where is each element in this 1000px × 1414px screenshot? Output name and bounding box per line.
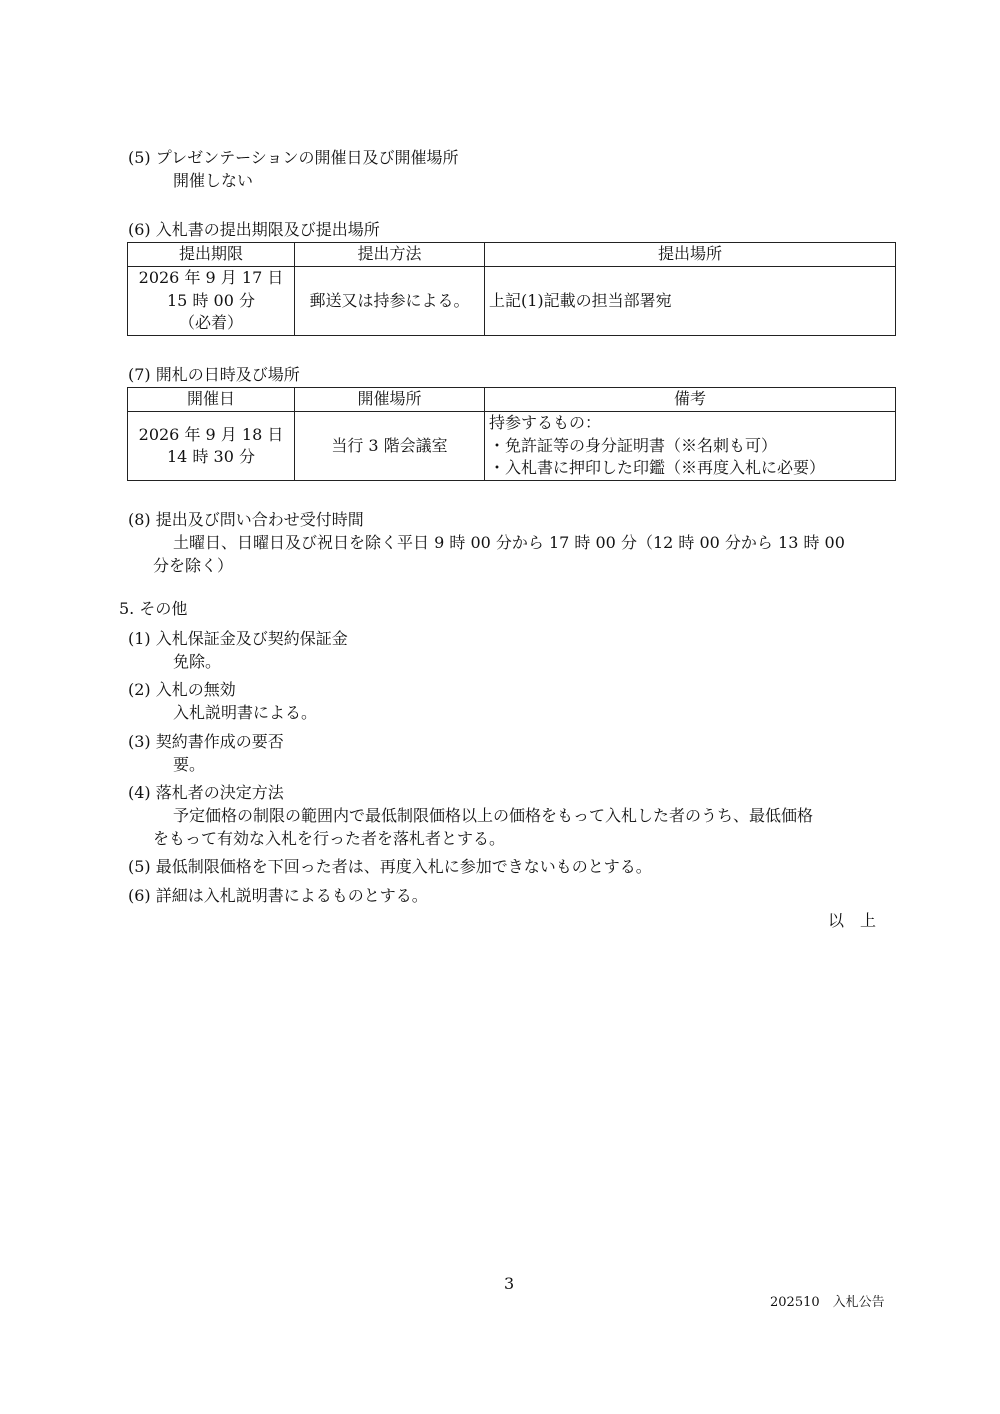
presentation-body: 開催しない: [173, 171, 254, 190]
opening-date: 2026 年 9 月 18 日: [138, 424, 284, 444]
header-method: 提出方法: [295, 243, 485, 267]
hours-line-1: 土曜日、日曜日及び祝日を除く平日 9 時 00 分から 17 時 00 分（12 時 00 分から 13 時 00: [173, 533, 845, 552]
header-deadline: 提出期限: [128, 243, 295, 267]
deadline-cell: [128, 267, 295, 336]
header-place: 提出場所: [485, 243, 896, 267]
footer-code: 202510 入札公告: [770, 1295, 885, 1310]
deadline-time: 15 時 00 分: [167, 290, 255, 310]
opening-table: [127, 387, 896, 481]
deadline-date: 2026 年 9 月 17 日: [138, 268, 284, 288]
winner-body-1: 予定価格の制限の範囲内で最低制限価格以上の価格をもって入札した者のうち、最低価格: [173, 806, 814, 825]
header-date: 開催日: [128, 388, 295, 412]
invalid-heading: (2) 入札の無効: [128, 680, 236, 699]
contract-body: 要。: [173, 755, 206, 774]
bid-submission-heading: (6) 入札書の提出期限及び提出場所: [128, 220, 380, 239]
hours-heading: (8) 提出及び問い合わせ受付時間: [128, 510, 364, 529]
winner-heading: (4) 落札者の決定方法: [128, 783, 284, 802]
winner-body-2: をもって有効な入札を行った者を落札者とする。: [153, 829, 506, 848]
presentation-heading: (5) プレゼンテーションの開催日及び開催場所: [128, 148, 459, 167]
opening-date-cell: [128, 412, 295, 481]
opening-time: 14 時 30 分: [167, 447, 255, 466]
deadline-note: （必着）: [178, 313, 243, 333]
place-cell: 上記(1)記載の担当部署宛: [485, 267, 896, 336]
header-remarks: 備考: [485, 388, 896, 412]
hours-line-2: 分を除く）: [153, 556, 234, 575]
invalid-body: 入札説明書による。: [173, 703, 318, 722]
details-rule: (6) 詳細は入札説明書によるものとする。: [128, 886, 428, 905]
header-venue: 開催場所: [295, 388, 485, 412]
remarks-cell: [485, 412, 896, 481]
contract-heading: (3) 契約書作成の要否: [128, 732, 284, 751]
venue-cell: 当行 3 階会議室: [295, 412, 485, 481]
remarks-line-1: 持参するもの：: [489, 413, 602, 433]
deposit-body: 免除。: [173, 652, 222, 671]
remarks-line-2: ・免許証等の身分証明書（※名刺も可）: [489, 435, 778, 455]
opening-heading: (7) 開札の日時及び場所: [128, 365, 300, 384]
remarks-line-3: ・入札書に押印した印鑑（※再度入札に必要）: [489, 458, 826, 478]
page-number: 3: [504, 1274, 515, 1293]
other-heading: 5. その他: [119, 599, 188, 618]
deposit-heading: (1) 入札保証金及び契約保証金: [128, 629, 348, 648]
min-price-rule: (5) 最低制限価格を下回った者は、再度入札に参加できないものとする。: [128, 857, 652, 876]
method-cell: 郵送又は持参による。: [295, 267, 485, 336]
bid-submission-table: [127, 242, 896, 336]
closing-mark: 以 上: [828, 911, 877, 930]
